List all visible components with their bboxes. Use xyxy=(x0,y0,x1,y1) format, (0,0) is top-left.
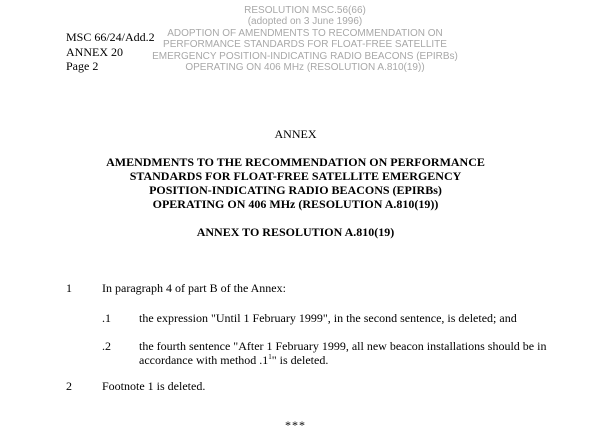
main-title xyxy=(0,155,591,211)
running-title-line: (adopted on 3 June 1996) xyxy=(247,16,363,28)
running-title-line: RESOLUTION MSC.56(66) xyxy=(244,5,366,16)
running-title-line: OPERATING ON 406 MHz (RESOLUTION A.810(19)) xyxy=(185,62,425,74)
item-number: 2 xyxy=(66,379,72,393)
item-number: 1 xyxy=(66,281,72,295)
annex-label: ANNEX xyxy=(274,127,317,141)
running-title-line: EMERGENCY POSITION-INDICATING RADIO BEACONS (EPIRBs) xyxy=(152,50,458,62)
sub-item xyxy=(0,311,591,325)
item-text: the expression "Until 1 February 1999", in the second sentence, is deleted; and xyxy=(139,311,517,325)
item-text-fragment: accordance with method .1 xyxy=(139,353,269,367)
main-title-line: AMENDMENTS TO THE RECOMMENDATION ON PERFORMANCE xyxy=(106,155,485,169)
item-text-line: the fourth sentence "After 1 February 1999, all new beacon installations should be in xyxy=(139,339,547,353)
running-title-line: PERFORMANCE STANDARDS FOR FLOAT-FREE SATELLITE xyxy=(163,39,447,51)
item-text-line xyxy=(139,353,569,367)
item-number: .2 xyxy=(102,339,111,353)
main-title-line: OPERATING ON 406 MHz (RESOLUTION A.810(19)) xyxy=(152,197,439,211)
sub-item xyxy=(0,339,591,367)
item-text-fragment: " is deleted. xyxy=(271,353,329,367)
item-text: In paragraph 4 of part B of the Annex: xyxy=(102,281,286,295)
doc-reference: MSC 66/24/Add.2 xyxy=(66,30,155,44)
paragraph-item xyxy=(0,379,591,393)
annex-number: ANNEX 20 xyxy=(66,44,123,59)
document-header xyxy=(66,30,155,74)
end-mark: *** xyxy=(285,418,306,432)
running-title-line: ADOPTION OF AMENDMENTS TO RECOMMENDATION ON xyxy=(167,27,443,39)
item-text xyxy=(139,339,569,367)
running-title xyxy=(145,5,465,73)
main-title-line: POSITION-INDICATING RADIO BEACONS (EPIRBs) xyxy=(149,183,442,197)
page-number: Page 2 xyxy=(66,59,99,73)
item-text: Footnote 1 is deleted. xyxy=(102,379,206,393)
sub-title: ANNEX TO RESOLUTION A.810(19) xyxy=(196,225,395,239)
item-number: .1 xyxy=(102,311,111,325)
main-title-line: STANDARDS FOR FLOAT-FREE SATELLITE EMERGENCY xyxy=(129,169,462,183)
paragraph-item xyxy=(0,281,591,295)
footnote-marker: 1 xyxy=(268,353,272,361)
